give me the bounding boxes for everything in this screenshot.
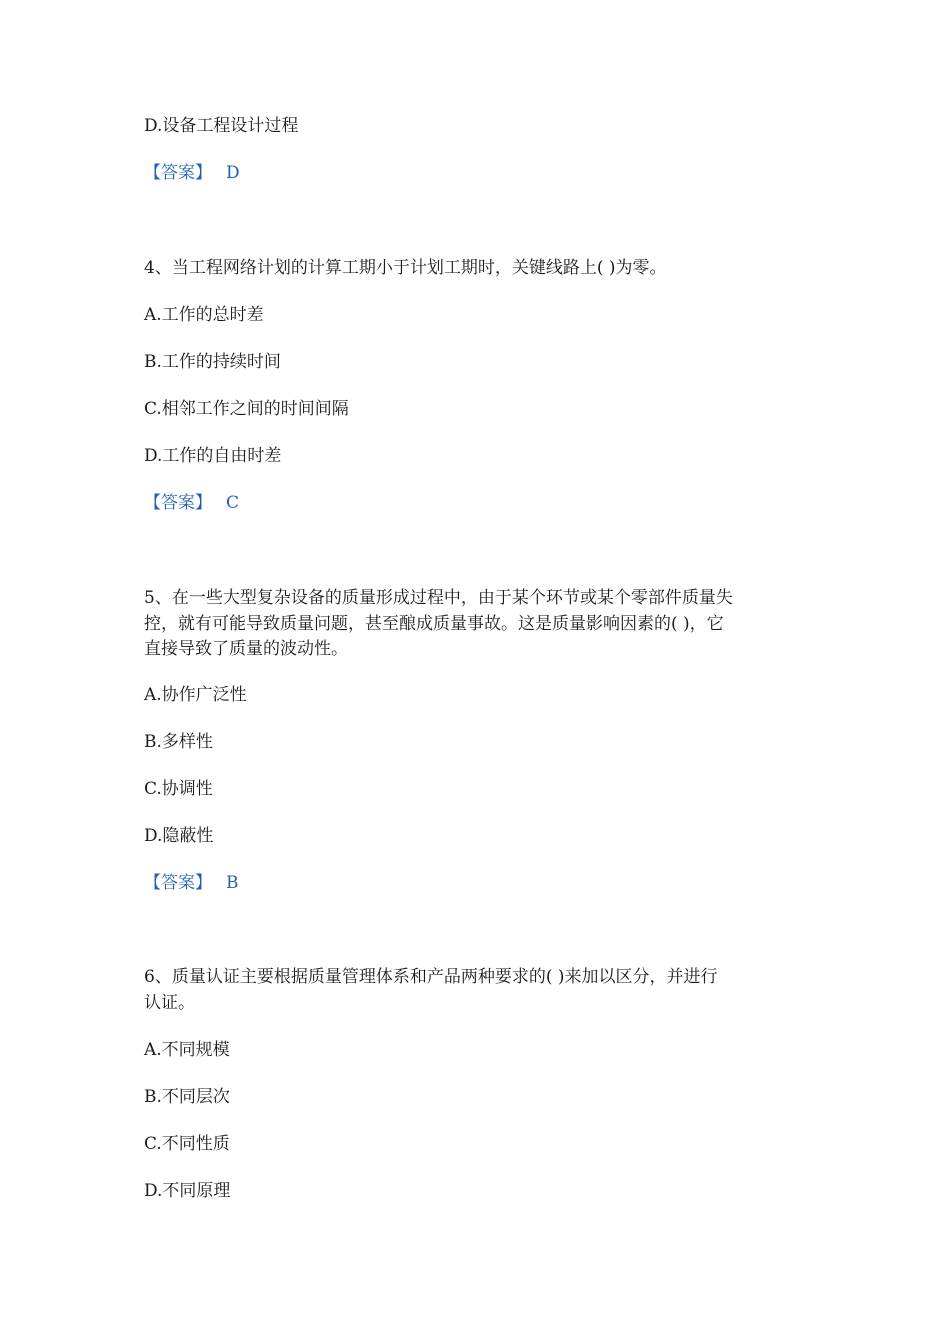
q5-option-d: D.隐蔽性 [144, 826, 214, 846]
q3-option-d: D.设备工程设计过程 [144, 116, 299, 136]
answer-label: 【答案】 [144, 493, 212, 513]
q4-option-c: C.相邻工作之间的时间间隔 [144, 399, 349, 419]
answer-label: 【答案】 [144, 873, 212, 893]
q6-stem-line-2: 认证。 [144, 993, 195, 1013]
q5-option-b: B.多样性 [144, 732, 213, 752]
q5-stem-line-1: 5、在一些大型复杂设备的质量形成过程中，由于某个环节或某个零部件质量失 [144, 588, 733, 608]
answer-value: D [226, 163, 240, 183]
q5-option-a: A.协作广泛性 [144, 685, 247, 705]
answer-label: 【答案】 [144, 163, 212, 183]
q3-answer [144, 160, 240, 186]
q5-option-c: C.协调性 [144, 779, 213, 799]
q4-option-d: D.工作的自由时差 [144, 446, 282, 466]
answer-value: C [226, 493, 240, 513]
q4-option-b: B.工作的持续时间 [144, 352, 281, 372]
q6-option-d: D.不同原理 [144, 1181, 231, 1201]
answer-value: B [226, 873, 239, 893]
q6-option-c: C.不同性质 [144, 1134, 230, 1154]
q5-stem-line-2: 控，就有可能导致质量问题，甚至酿成质量事故。这是质量影响因素的( )，它 [144, 614, 724, 634]
q5-stem-line-3: 直接导致了质量的波动性。 [144, 639, 348, 659]
q6-option-a: A.不同规模 [144, 1040, 230, 1060]
q6-stem-line-1: 6、质量认证主要根据质量管理体系和产品两种要求的( )来加以区分，并进行 [144, 967, 718, 987]
q6-option-b: B.不同层次 [144, 1087, 230, 1107]
q5-answer [144, 870, 239, 896]
q4-stem: 4、当工程网络计划的计算工期小于计划工期时，关键线路上( )为零。 [144, 258, 667, 278]
q4-answer [144, 490, 239, 516]
q4-option-a: A.工作的总时差 [144, 305, 264, 325]
